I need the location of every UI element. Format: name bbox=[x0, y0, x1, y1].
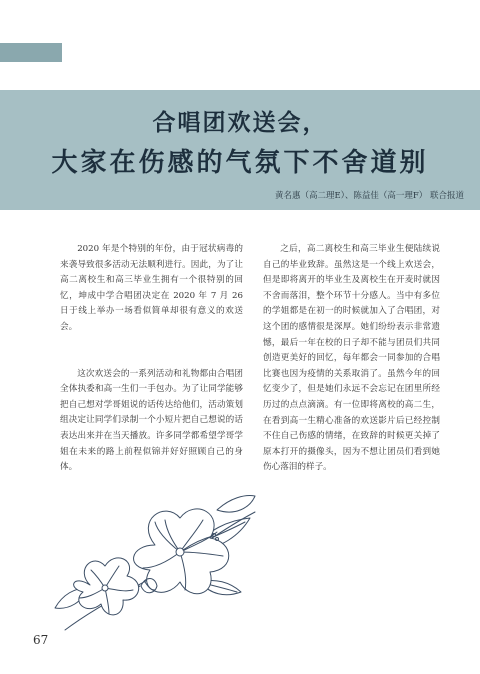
right-column bbox=[263, 242, 440, 476]
article-title-line2: 大家在伤感的气氛下不舍道别 bbox=[51, 148, 429, 178]
paragraph: 2020 年是个特别的年份，由于冠状病毒的来袭导致很多活动无法顺利进行。因此，为了让高二离校生和高三毕业生拥有一个很特别的回忆，坤成中学合唱团决定在 2020 年 7 月 26 日于线上举办一场看似简单却很有意义的欢送会。 bbox=[60, 244, 243, 332]
hibiscus-flower-icon bbox=[45, 490, 257, 638]
left-column bbox=[60, 242, 243, 476]
paragraph: 之后，高二离校生和高三毕业生便陆续说自己的毕业致辞。虽然这是一个线上欢送会，但是即将离开的毕业生及离校生在开麦时就因不舍而落泪，整个环节十分感人。当中有多位的学姐都是在初一的时候就加入了合唱团，对这个团的感情很是深厚。她们纷纷表示非常遗憾，最后一年在校的日子却不能与团员们共同创造更美好的回忆，每年都会一同参加的合唱比赛也因为疫情的关系取消了。虽然今年的回忆变少了，但是她们永远不会忘记在团里所经历过的点点滴滴。有一位即将离校的高二生，在看到高一生精心准备的欢送影片后已经控制不住自己伤感的情绪，在致辞的时候更关掉了原本打开的摄像头，因为不想让团员们看到她伤心落泪的样子。 bbox=[263, 244, 440, 473]
byline: 黄名惠（高二理E）、陈益佳（高一理F） 联合报道 bbox=[274, 191, 464, 201]
corner-tab bbox=[0, 43, 62, 62]
article-title-line1: 合唱团欢送会， bbox=[152, 109, 328, 136]
paragraph: 这次欢送会的一系列活动和礼物都由合唱团全体执委和高一生们一手包办。为了让同学能够把自己想对学哥姐说的话传达给他们，活动策划组决定让同学们录制一个小短片把自己想说的话表达出来并在当天播放。许多同学都希望学哥学姐在未来的路上前程似锦并好好照顾自己的身体。 bbox=[60, 368, 243, 473]
page-number: 67 bbox=[33, 633, 49, 647]
